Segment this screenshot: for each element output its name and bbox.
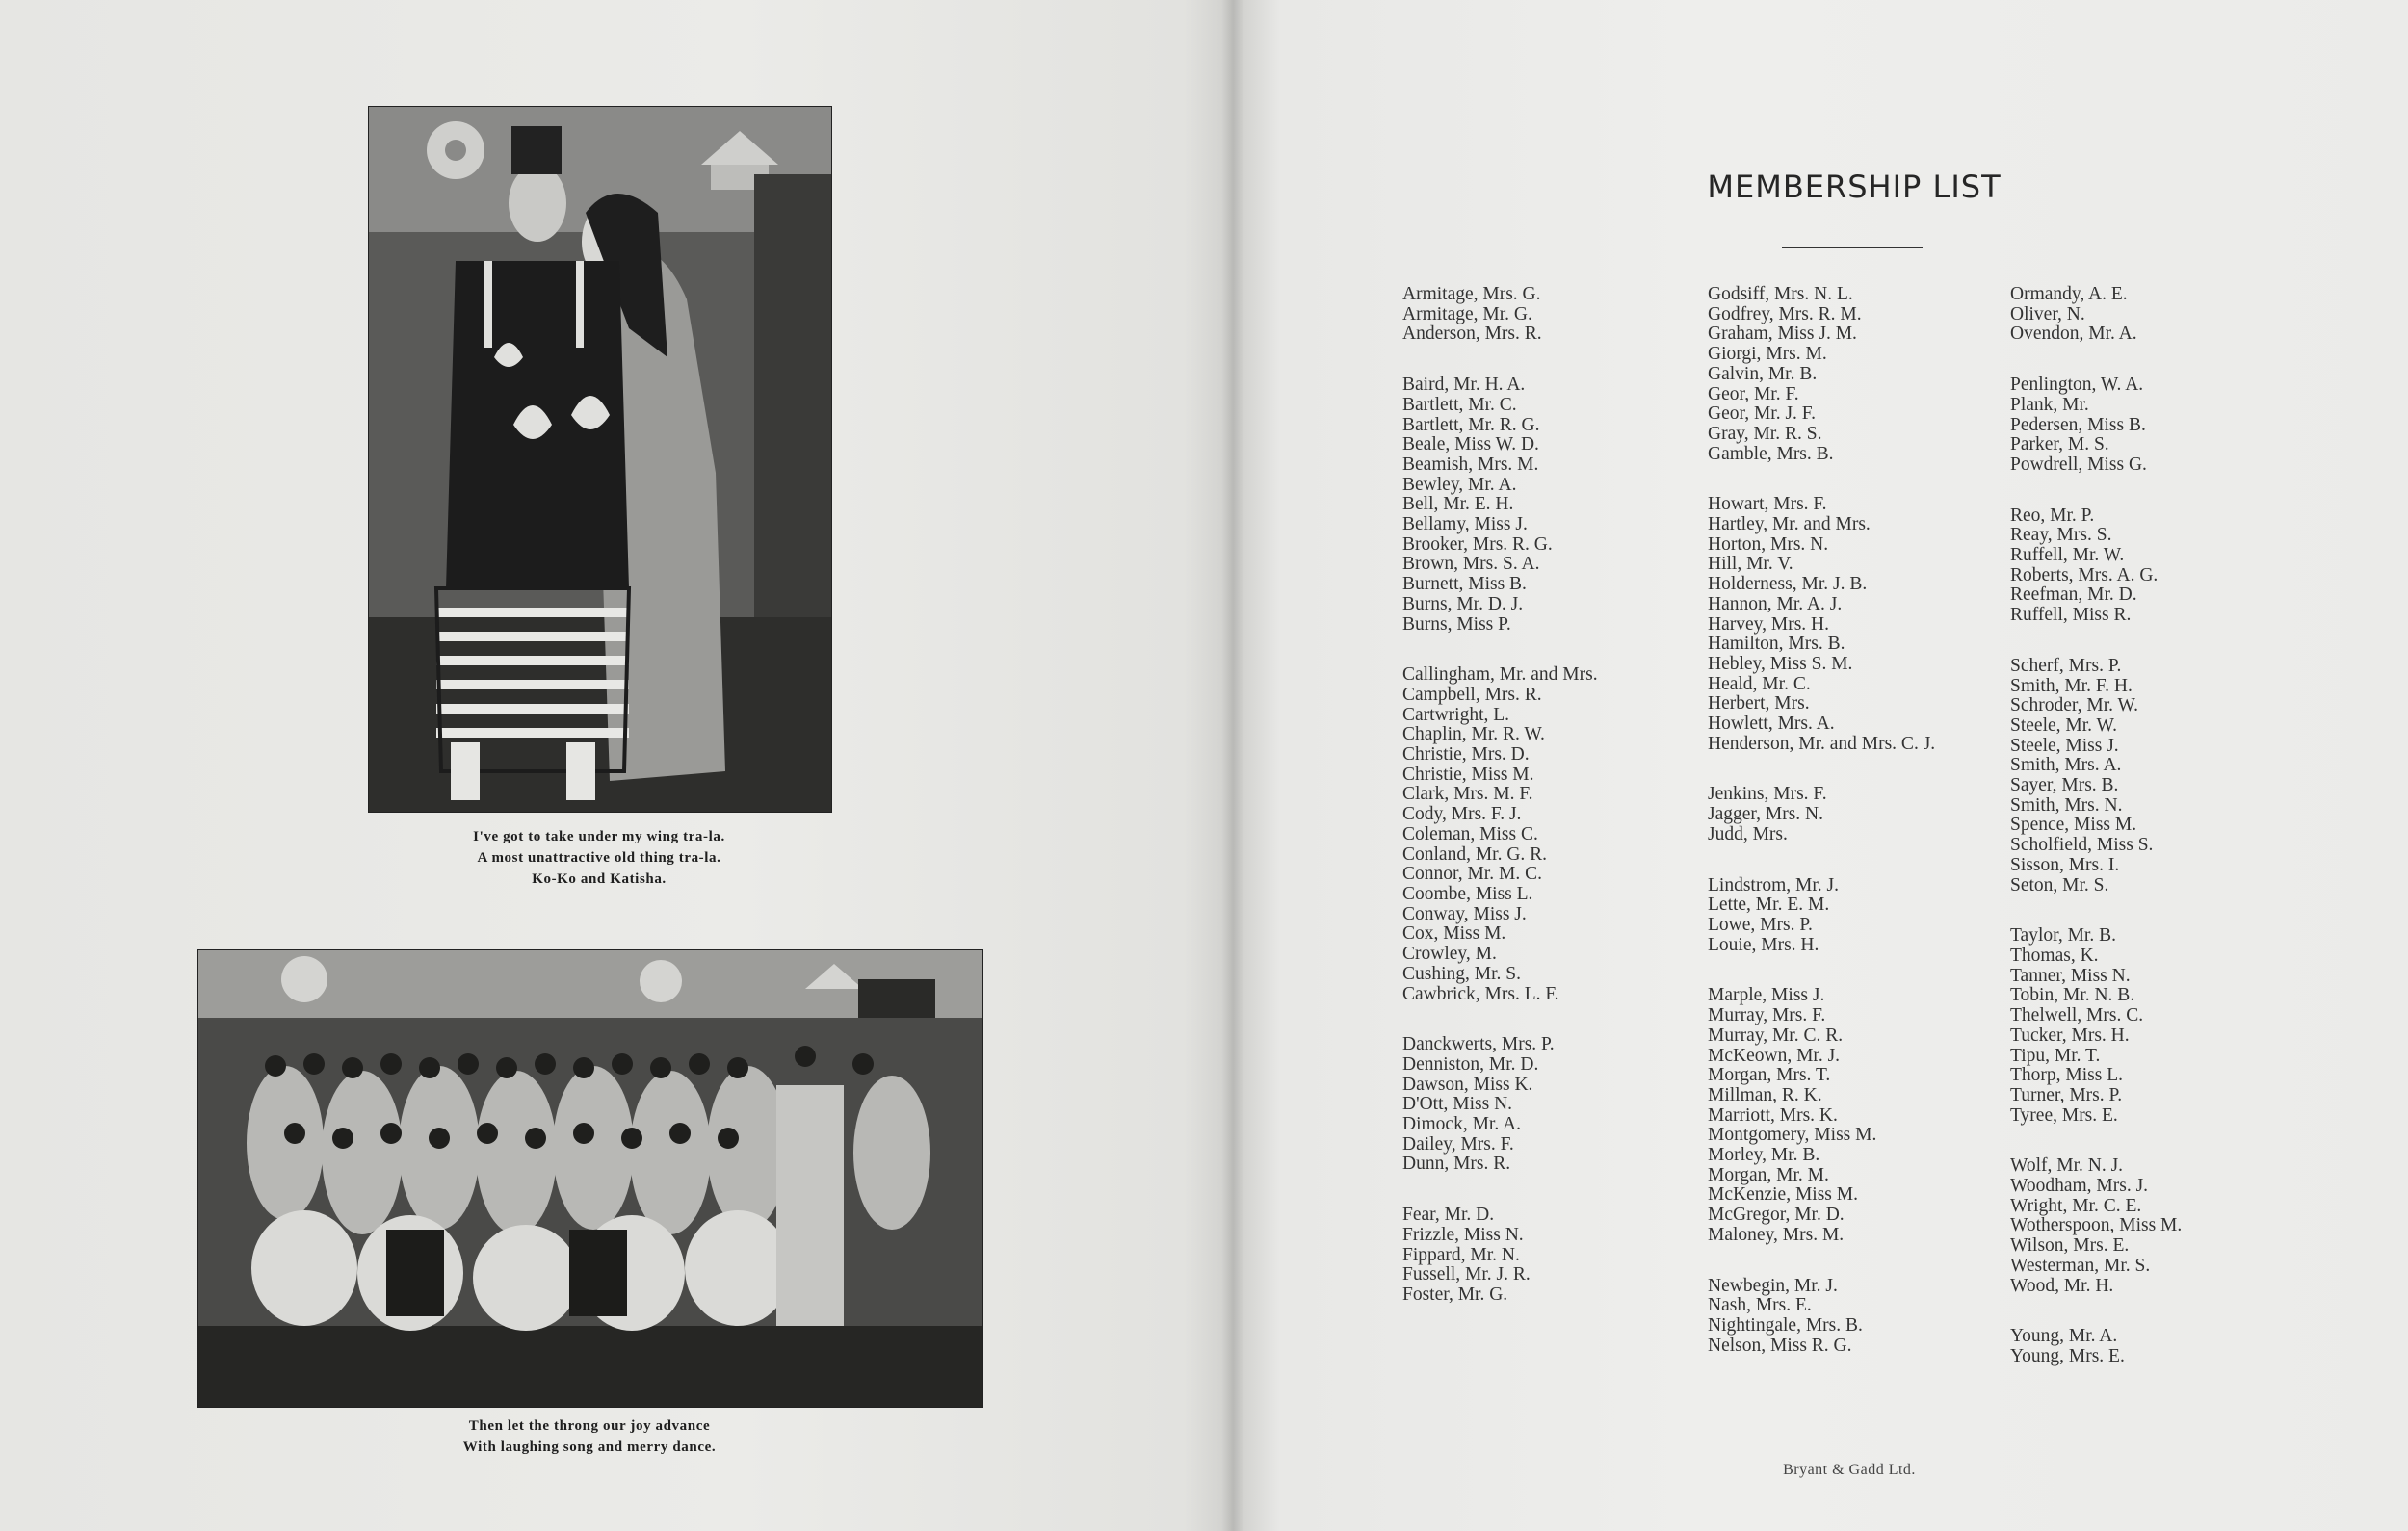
member-name: Thomas, K.: [2010, 945, 2099, 966]
member-name: Marple, Miss J.: [1708, 985, 1825, 1006]
printer-credit: Bryant & Gadd Ltd.: [1783, 1462, 1916, 1478]
member-name: Turner, Mrs. P.: [2010, 1084, 2123, 1105]
member-name: Godfrey, Mrs. R. M.: [1708, 303, 1862, 324]
name-group: [2010, 285, 2182, 345]
member-name: Ruffell, Mr. W.: [2010, 545, 2125, 566]
member-name: Bewley, Mr. A.: [1402, 474, 1517, 495]
member-name: Foster, Mr. G.: [1402, 1284, 1508, 1305]
caption-top-line: Ko-Ko and Katisha.: [532, 871, 667, 887]
member-name: Herbert, Mrs.: [1708, 693, 1810, 714]
member-name: Steele, Miss J.: [2010, 735, 2119, 756]
member-name: Wright, Mr. C. E.: [2010, 1195, 2142, 1216]
member-name: Thorp, Miss L.: [2010, 1065, 2123, 1086]
member-name: Danckwerts, Mrs. P.: [1402, 1034, 1555, 1055]
member-name: Giorgi, Mrs. M.: [1708, 344, 1827, 365]
member-name: Nash, Mrs. E.: [1708, 1295, 1812, 1316]
member-name: McKeown, Mr. J.: [1708, 1045, 1841, 1066]
member-name: Sisson, Mrs. I.: [2010, 854, 2120, 875]
member-name: McGregor, Mr. D.: [1708, 1205, 1845, 1226]
member-name: Chaplin, Mr. R. W.: [1402, 724, 1545, 745]
member-name: Taylor, Mr. B.: [2010, 925, 2116, 947]
member-name: Ruffell, Miss R.: [2010, 605, 2132, 626]
member-name: Dunn, Mrs. R.: [1402, 1154, 1511, 1175]
member-name: Spence, Miss M.: [2010, 815, 2137, 836]
member-name: Bartlett, Mr. R. G.: [1402, 414, 1540, 435]
member-name: Cartwright, L.: [1402, 704, 1510, 725]
name-group: [1402, 665, 1598, 1004]
member-name: Conway, Miss J.: [1402, 903, 1527, 924]
name-group: [1708, 986, 1935, 1245]
member-name: McKenzie, Miss M.: [1708, 1184, 1858, 1206]
member-name: Gamble, Mrs. B.: [1708, 443, 1834, 464]
member-name: Coombe, Miss L.: [1402, 883, 1533, 904]
membership-column-3: [2010, 285, 2182, 1398]
member-name: Plank, Mr.: [2010, 394, 2089, 415]
member-name: Cody, Mrs. F. J.: [1402, 804, 1522, 825]
name-group: [1402, 285, 1598, 345]
member-name: Hamilton, Mrs. B.: [1708, 634, 1845, 655]
member-name: Hannon, Mr. A. J.: [1708, 593, 1843, 614]
member-name: Ovendon, Mr. A.: [2010, 324, 2137, 345]
member-name: Cawbrick, Mrs. L. F.: [1402, 983, 1559, 1004]
member-name: Wolf, Mr. N. J.: [2010, 1155, 2124, 1177]
member-name: Godsiff, Mrs. N. L.: [1708, 284, 1853, 304]
member-name: Geor, Mr. J. F.: [1708, 403, 1816, 425]
member-name: Schroder, Mr. W.: [2010, 695, 2139, 716]
member-name: Ormandy, A. E.: [2010, 284, 2128, 304]
member-name: Anderson, Mrs. R.: [1402, 324, 1542, 345]
photo-full-cast: [197, 949, 983, 1408]
member-name: Frizzle, Miss N.: [1402, 1224, 1524, 1245]
member-name: Powdrell, Miss G.: [2010, 454, 2147, 475]
member-name: Reo, Mr. P.: [2010, 505, 2095, 526]
member-name: Wood, Mr. H.: [2010, 1275, 2114, 1296]
membership-column-2: [1708, 285, 1935, 1387]
member-name: Geor, Mr. F.: [1708, 383, 1799, 404]
member-name: Baird, Mr. H. A.: [1402, 375, 1526, 396]
name-group: [1708, 285, 1935, 464]
member-name: Armitage, Mrs. G.: [1402, 284, 1541, 304]
member-name: Beamish, Mrs. M.: [1402, 454, 1539, 475]
name-group: [1402, 1035, 1598, 1175]
member-name: Morgan, Mrs. T.: [1708, 1065, 1831, 1086]
member-name: Morgan, Mr. M.: [1708, 1164, 1829, 1185]
caption-top: [368, 826, 830, 890]
member-name: Fear, Mr. D.: [1402, 1205, 1495, 1226]
member-name: Brown, Mrs. S. A.: [1402, 554, 1540, 575]
member-name: Gray, Mr. R. S.: [1708, 423, 1822, 444]
member-name: Reefman, Mr. D.: [2010, 584, 2137, 606]
member-name: Lette, Mr. E. M.: [1708, 895, 1830, 916]
member-name: Harvey, Mrs. H.: [1708, 613, 1829, 635]
member-name: Marriott, Mrs. K.: [1708, 1104, 1838, 1126]
caption-bottom: [197, 1415, 982, 1458]
member-name: Roberts, Mrs. A. G.: [2010, 564, 2159, 585]
member-name: Newbegin, Mr. J.: [1708, 1275, 1838, 1296]
member-name: Penlington, W. A.: [2010, 375, 2144, 396]
member-name: Bell, Mr. E. H.: [1402, 494, 1514, 515]
member-name: Lindstrom, Mr. J.: [1708, 874, 1839, 895]
member-name: Westerman, Mr. S.: [2010, 1255, 2151, 1276]
member-name: Fippard, Mr. N.: [1402, 1244, 1520, 1265]
name-group: [2010, 506, 2182, 626]
member-name: Christie, Miss M.: [1402, 764, 1534, 785]
member-name: Young, Mrs. E.: [2010, 1345, 2125, 1366]
member-name: Denniston, Mr. D.: [1402, 1053, 1539, 1075]
member-name: Tucker, Mrs. H.: [2010, 1025, 2130, 1046]
member-name: Dailey, Mrs. F.: [1402, 1133, 1514, 1155]
caption-bottom-line: With laughing song and merry dance.: [462, 1440, 717, 1455]
member-name: Wotherspoon, Miss M.: [2010, 1215, 2183, 1236]
photo-ko-ko-katisha: [368, 106, 832, 813]
member-name: Tyree, Mrs. E.: [2010, 1104, 2118, 1126]
member-name: Fussell, Mr. J. R.: [1402, 1264, 1531, 1285]
member-name: Jenkins, Mrs. F.: [1708, 784, 1827, 805]
member-name: Tobin, Mr. N. B.: [2010, 985, 2135, 1006]
member-name: Murray, Mrs. F.: [1708, 1005, 1826, 1026]
member-name: Conland, Mr. G. R.: [1402, 843, 1548, 865]
member-name: Wilson, Mrs. E.: [2010, 1235, 2130, 1257]
member-name: Sayer, Mrs. B.: [2010, 775, 2119, 796]
caption-top-line: A most unattractive old thing tra-la.: [477, 850, 721, 866]
member-name: Hebley, Miss S. M.: [1708, 653, 1853, 674]
member-name: Crowley, M.: [1402, 944, 1497, 965]
member-name: Thelwell, Mrs. C.: [2010, 1005, 2144, 1026]
member-name: Pedersen, Miss B.: [2010, 414, 2146, 435]
member-name: Judd, Mrs.: [1708, 823, 1788, 844]
member-name: Scholfield, Miss S.: [2010, 835, 2154, 856]
caption-top-line: I've got to take under my wing tra-la.: [473, 829, 725, 844]
member-name: Howart, Mrs. F.: [1708, 494, 1827, 515]
member-name: Burns, Mr. D. J.: [1402, 593, 1524, 614]
title-divider: [1782, 247, 1923, 248]
member-name: Oliver, N.: [2010, 303, 2085, 324]
member-name: Woodham, Mrs. J.: [2010, 1176, 2149, 1197]
member-name: Hill, Mr. V.: [1708, 554, 1793, 575]
book-gutter: [1221, 0, 1244, 1531]
member-name: Nelson, Miss R. G.: [1708, 1335, 1852, 1356]
member-name: Louie, Mrs. H.: [1708, 934, 1819, 955]
member-name: Dimock, Mr. A.: [1402, 1114, 1521, 1135]
member-name: D'Ott, Miss N.: [1402, 1094, 1513, 1115]
member-name: Bartlett, Mr. C.: [1402, 394, 1517, 415]
member-name: Cushing, Mr. S.: [1402, 963, 1521, 984]
member-name: Dawson, Miss K.: [1402, 1074, 1533, 1095]
member-name: Jagger, Mrs. N.: [1708, 804, 1823, 825]
member-name: Callingham, Mr. and Mrs.: [1402, 664, 1598, 686]
member-name: Lowe, Mrs. P.: [1708, 914, 1813, 935]
member-name: Armitage, Mr. G.: [1402, 303, 1532, 324]
member-name: Scherf, Mrs. P.: [2010, 655, 2122, 676]
member-name: Parker, M. S.: [2010, 434, 2109, 455]
membership-column-1: [1402, 285, 1598, 1336]
member-name: Reay, Mrs. S.: [2010, 525, 2112, 546]
member-name: Murray, Mr. C. R.: [1708, 1025, 1844, 1046]
member-name: Burns, Miss P.: [1402, 613, 1511, 635]
name-group: [1402, 376, 1598, 635]
member-name: Bellamy, Miss J.: [1402, 514, 1528, 535]
member-name: Howlett, Mrs. A.: [1708, 714, 1835, 735]
name-group: [1708, 785, 1935, 844]
member-name: Burnett, Miss B.: [1402, 574, 1527, 595]
member-name: Clark, Mrs. M. F.: [1402, 784, 1533, 805]
member-name: Graham, Miss J. M.: [1708, 324, 1857, 345]
member-name: Henderson, Mr. and Mrs. C. J.: [1708, 733, 1936, 754]
member-name: Campbell, Mrs. R.: [1402, 684, 1542, 705]
name-group: [1708, 495, 1935, 754]
name-group: [1708, 876, 1935, 956]
member-name: Smith, Mr. F. H.: [2010, 675, 2133, 696]
member-name: Coleman, Miss C.: [1402, 823, 1538, 844]
member-name: Galvin, Mr. B.: [1708, 363, 1818, 384]
name-group: [2010, 926, 2182, 1126]
name-group: [1708, 1277, 1935, 1357]
member-name: Heald, Mr. C.: [1708, 673, 1811, 694]
name-group: [2010, 376, 2182, 476]
member-name: Nightingale, Mrs. B.: [1708, 1314, 1863, 1336]
caption-bottom-line: Then let the throng our joy advance: [468, 1418, 711, 1434]
member-name: Seton, Mr. S.: [2010, 874, 2109, 895]
name-group: [2010, 1327, 2182, 1366]
member-name: Montgomery, Miss M.: [1708, 1125, 1877, 1146]
member-name: Christie, Mrs. D.: [1402, 744, 1530, 766]
member-name: Connor, Mr. M. C.: [1402, 864, 1542, 885]
member-name: Holderness, Mr. J. B.: [1708, 574, 1868, 595]
name-group: [2010, 657, 2182, 895]
member-name: Steele, Mr. W.: [2010, 714, 2118, 736]
member-name: Smith, Mrs. A.: [2010, 755, 2122, 776]
member-name: Cox, Miss M.: [1402, 923, 1506, 945]
member-name: Horton, Mrs. N.: [1708, 533, 1829, 555]
member-name: Morley, Mr. B.: [1708, 1145, 1820, 1166]
member-name: Young, Mr. A.: [2010, 1326, 2118, 1347]
name-group: [2010, 1156, 2182, 1296]
member-name: Tanner, Miss N.: [2010, 965, 2131, 986]
page-title: MEMBERSHIP LIST: [1707, 169, 2002, 205]
member-name: Hartley, Mr. and Mrs.: [1708, 514, 1871, 535]
member-name: Millman, R. K.: [1708, 1084, 1822, 1105]
member-name: Beale, Miss W. D.: [1402, 434, 1539, 455]
name-group: [1402, 1206, 1598, 1306]
member-name: Maloney, Mrs. M.: [1708, 1224, 1845, 1245]
member-name: Smith, Mrs. N.: [2010, 794, 2123, 816]
member-name: Tipu, Mr. T.: [2010, 1045, 2101, 1066]
member-name: Brooker, Mrs. R. G.: [1402, 533, 1553, 555]
